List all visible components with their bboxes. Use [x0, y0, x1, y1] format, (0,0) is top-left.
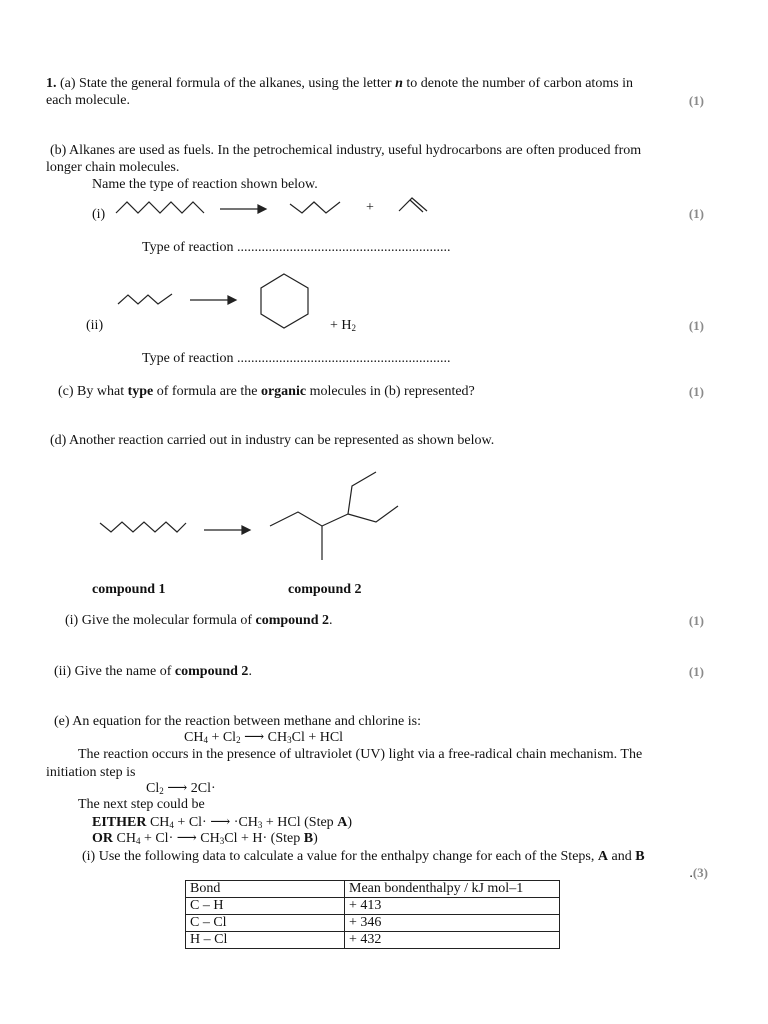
table-cell: + 432	[345, 932, 560, 949]
table-cell: + 346	[345, 915, 560, 932]
question-a-line2: each molecule.	[46, 93, 130, 108]
question-e-i: (i) Use the following data to calculate a value for the enthalpy change for each of the Steps, A and B	[82, 849, 645, 864]
table-header-cell: Mean bondenthalpy / kJ mol–1	[345, 881, 560, 898]
marks-a: (1)	[688, 93, 704, 108]
initiation-equation: $Cl_2$ ⟶ 2Cl·	[146, 781, 216, 796]
question-d-ii: (ii) Give the name of compound 2.	[54, 664, 252, 679]
question-a-text-end: to denote the number of carbon atoms in	[402, 76, 634, 91]
table-header-cell: Bond	[186, 881, 345, 898]
question-e-intro: (e) An equation for the reaction between methane and chlorine is:	[54, 714, 421, 729]
marks-b-i: (1)	[688, 206, 704, 221]
question-a-line1	[46, 76, 633, 92]
step-b-equation: OR $CH_4 + Cl\cdot$ ⟶ $CH_3Cl + H\cdot$ (Step B)	[92, 831, 318, 846]
hydrogen-product: + $H_2$	[330, 318, 357, 333]
compound-1-skeletal-diagram	[100, 518, 190, 536]
question-e-uv-line: The reaction occurs in the presence of ultraviolet (UV) light via a free-radical chain mechanism. The	[78, 747, 643, 762]
long-chain-skeletal-diagram	[116, 198, 206, 218]
question-a-text: (a) State the general formula of the alkanes, using the letter	[56, 76, 396, 91]
plus-sign: +	[366, 200, 374, 215]
part-b-i-label: (i)	[92, 207, 106, 222]
cyclohexane-ring-diagram	[258, 272, 314, 332]
marks-d-ii: (1)	[688, 664, 704, 679]
question-e-initiation-line: initiation step is	[46, 765, 136, 780]
part-b-ii-label: (ii)	[86, 318, 104, 333]
arrow-icon	[204, 524, 252, 536]
table-row	[186, 915, 560, 932]
table-cell: + 413	[345, 898, 560, 915]
short-chain-skeletal-diagram	[290, 198, 345, 218]
marks-b-ii: (1)	[688, 318, 704, 333]
arrow-icon	[190, 294, 238, 306]
hexane-skeletal-diagram	[118, 290, 176, 308]
table-row	[186, 898, 560, 915]
question-d-intro: (d) Another reaction carried out in industry can be represented as shown below.	[50, 433, 495, 448]
marks-c: (1)	[688, 384, 704, 399]
table-row	[186, 932, 560, 949]
compound-2-label: compound 2	[288, 582, 362, 597]
answer-line-b-ii: Type of reaction .............................................................	[142, 351, 451, 366]
table-cell: C – H	[186, 898, 345, 915]
question-b-line3: Name the type of reaction shown below.	[92, 177, 318, 192]
table-cell: C – Cl	[186, 915, 345, 932]
question-c: (c) By what type of formula are the organic molecules in (b) represented?	[58, 384, 475, 399]
alkene-skeletal-diagram	[398, 196, 430, 216]
question-b-line2: longer chain molecules.	[46, 160, 180, 175]
compound-1-label: compound 1	[92, 582, 166, 597]
step-a-equation: EITHER $CH_4 + Cl\cdot$ ⟶ $\cdot CH_3$ + HCl (Step A)	[92, 815, 352, 830]
marks-d-i: (1)	[688, 613, 704, 628]
table-cell: H – Cl	[186, 932, 345, 949]
methane-chlorine-equation: $CH_4 + Cl_2$ ⟶ $CH_3Cl$ + HCl	[184, 730, 344, 745]
question-b-line1: (b) Alkanes are used as fuels. In the petrochemical industry, useful hydrocarbons are often produced from	[50, 143, 642, 158]
arrow-icon	[220, 203, 268, 215]
compound-2-skeletal-diagram	[268, 466, 408, 566]
next-step-line: The next step could be	[78, 797, 205, 812]
answer-line-b-i: Type of reaction .............................................................	[142, 240, 451, 255]
question-d-i: (i) Give the molecular formula of compound 2.	[65, 613, 333, 628]
bond-enthalpy-table	[185, 880, 560, 949]
marks-e-i: .(3)	[689, 865, 708, 881]
question-number: 1.	[46, 76, 57, 91]
letter-n: n	[395, 76, 403, 91]
table-header-row	[186, 881, 560, 898]
